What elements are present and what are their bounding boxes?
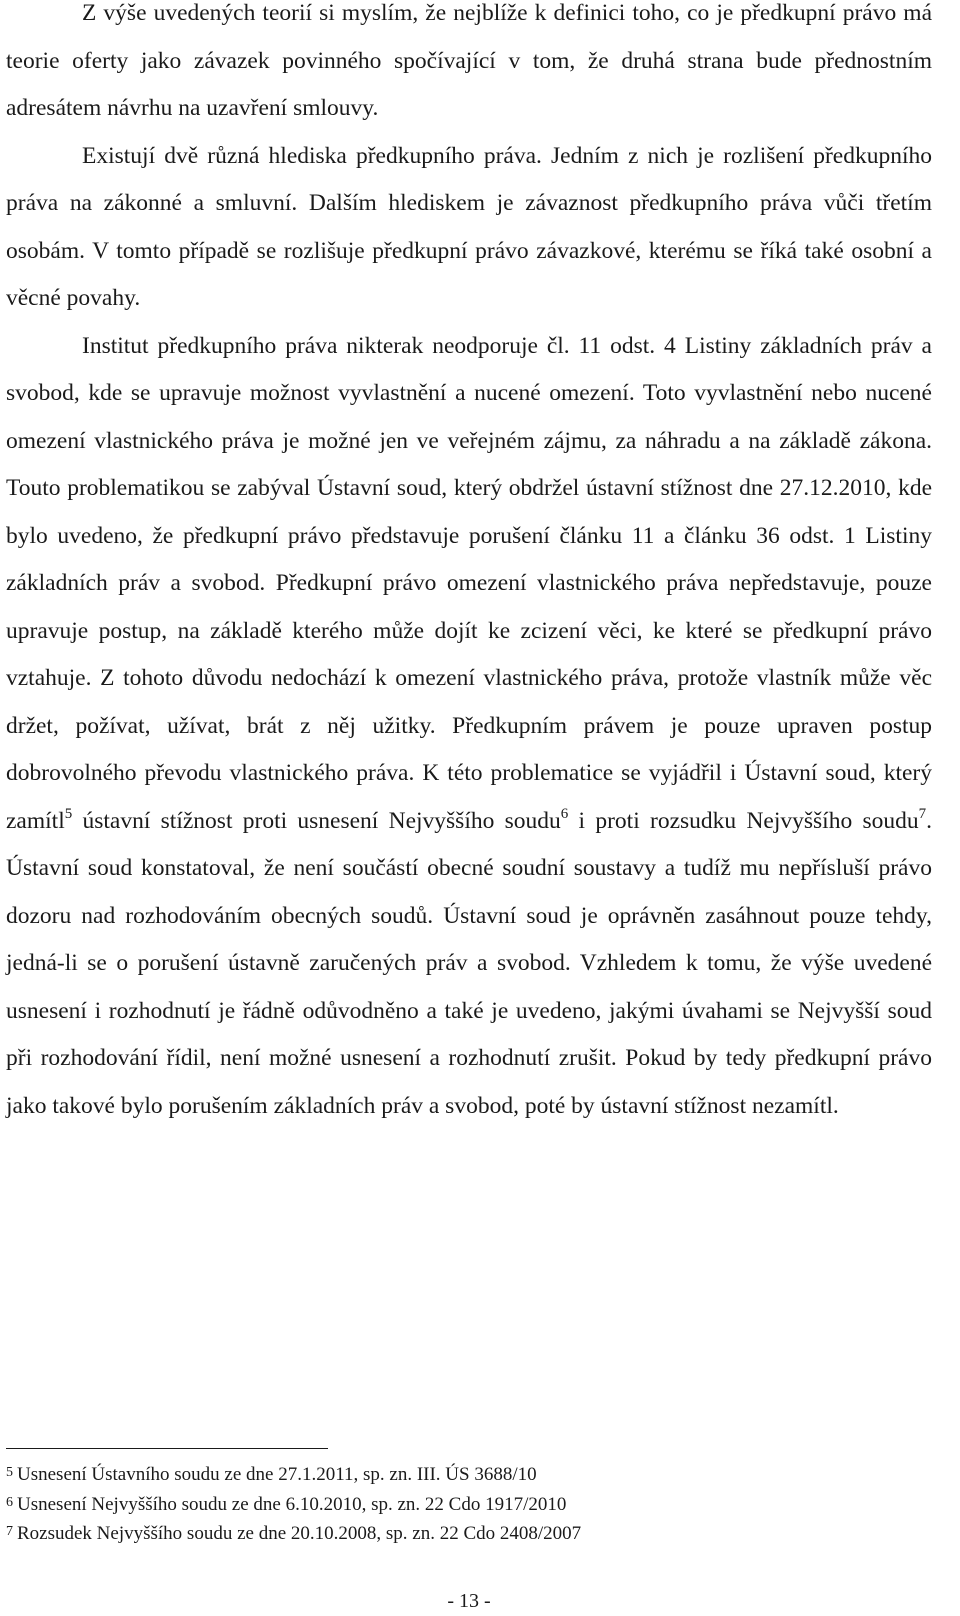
paragraph-two-aspects: Existují dvě různá hlediska předkupního práva. Jedním z nich je rozlišení předkupního práva na zákonné a smluvní. Dalším hlediskem je závaznost předkupního práva vůči třetím osobám. V tomto případě se rozlišuje předkupní právo závazkové, kterému se říká také osobní a věcné povahy. [6,142,932,311]
footnote-number: 5 [6,1465,13,1480]
footnote-text: Usnesení Ústavního soudu ze dne 27.1.2011, sp. zn. III. ÚS 3688/10 [17,1464,537,1485]
footnote-number: 7 [6,1524,13,1539]
footnote-5 [6,1459,932,1489]
footnote-ref-7[interactable]: 7 [918,805,927,822]
footnote-text: Usnesení Nejvyššího soudu ze dne 6.10.2010, sp. zn. 22 Cdo 1917/2010 [17,1493,567,1515]
paragraph-text-part-4: . Ústavní soud konstatoval, že není součástí obecné soudní soustavy a tudíž mu nepřísluší právo dozoru nad rozhodováním obecných soudů. Ústavní soud je oprávněn zasáhnout pouze tehdy, jedná-li se o porušení ústavně zaručených práv a svobod. Vzhledem k tomu, že výše uvedené usnesení i rozhodnutí je řádně odůvodněno a také je uvedeno, jakými úvahami se Nejvyšší soud při rozhodování řídil, není možné usnesení a rozhodnutí zrušit. Pokud by tedy předkupní právo jako takové bylo porušením základních práv a svobod, poté by ústavní stížnost nezamítl. [6,807,932,1119]
footnote-number: 6 [6,1494,13,1510]
footnote-text: Rozsudek Nejvyššího soudu ze dne 20.10.2008, sp. zn. 22 Cdo 2408/2007 [17,1523,582,1544]
footnote-7 [6,1518,932,1548]
footnote-separator [6,1448,328,1449]
paragraph-text-part-3: i proti rozsudku Nejvyššího soudu [568,807,919,834]
paragraph-text-part-2: ústavní stížnost proti usnesení Nejvyššího soudu [72,807,561,834]
footnote-ref-6[interactable]: 6 [560,805,569,822]
footnotes [6,1459,932,1548]
page-number: - 13 - [447,1590,491,1612]
paragraph-text-part-1: Institut předkupního práva nikterak neodporuje čl. 11 odst. 4 Listiny základních práv a svobod, kde se upravuje možnost vyvlastnění a nucené omezení. Toto vyvlastnění nebo nucené omezení vlastnického práva je možné jen ve veřejném zájmu, za náhradu a na základě zákona. Touto problematikou se zabýval Ústavní soud, který obdržel ústavní stížnost dne 27.12.2010, kde bylo uvedeno, že předkupní právo představuje porušení článku 11 a článku 36 odst. 1 Listiny základních práv a svobod. Předkupní právo omezení vlastnického práva nepředstavuje, pouze upravuje postup, na základě kterého může dojít ke zcizení věci, ke které se předkupní právo vztahuje. Z tohoto důvodu nedochází k omezení vlastnického práva, protože vlastník může věc držet, požívat, užívat, brát z něj užitky. Předkupním právem je pouze upraven postup dobrovolného převodu vlastnického práva. K této problematice se vyjádřil i Ústavní soud, který zamítl [6,332,932,834]
document-page [6,0,932,1616]
footnote-6 [6,1489,932,1519]
footnote-ref-5[interactable]: 5 [64,805,73,822]
paragraph-offer-theory: Z výše uvedených teorií si myslím, že nejblíže k definici toho, co je předkupní právo má teorie oferty jako závazek povinného spočívající v tom, že druhá strana bude přednostním adresátem návrhu na uzavření smlouvy. [6,0,932,121]
paragraph-constitutional-court [6,323,932,1131]
